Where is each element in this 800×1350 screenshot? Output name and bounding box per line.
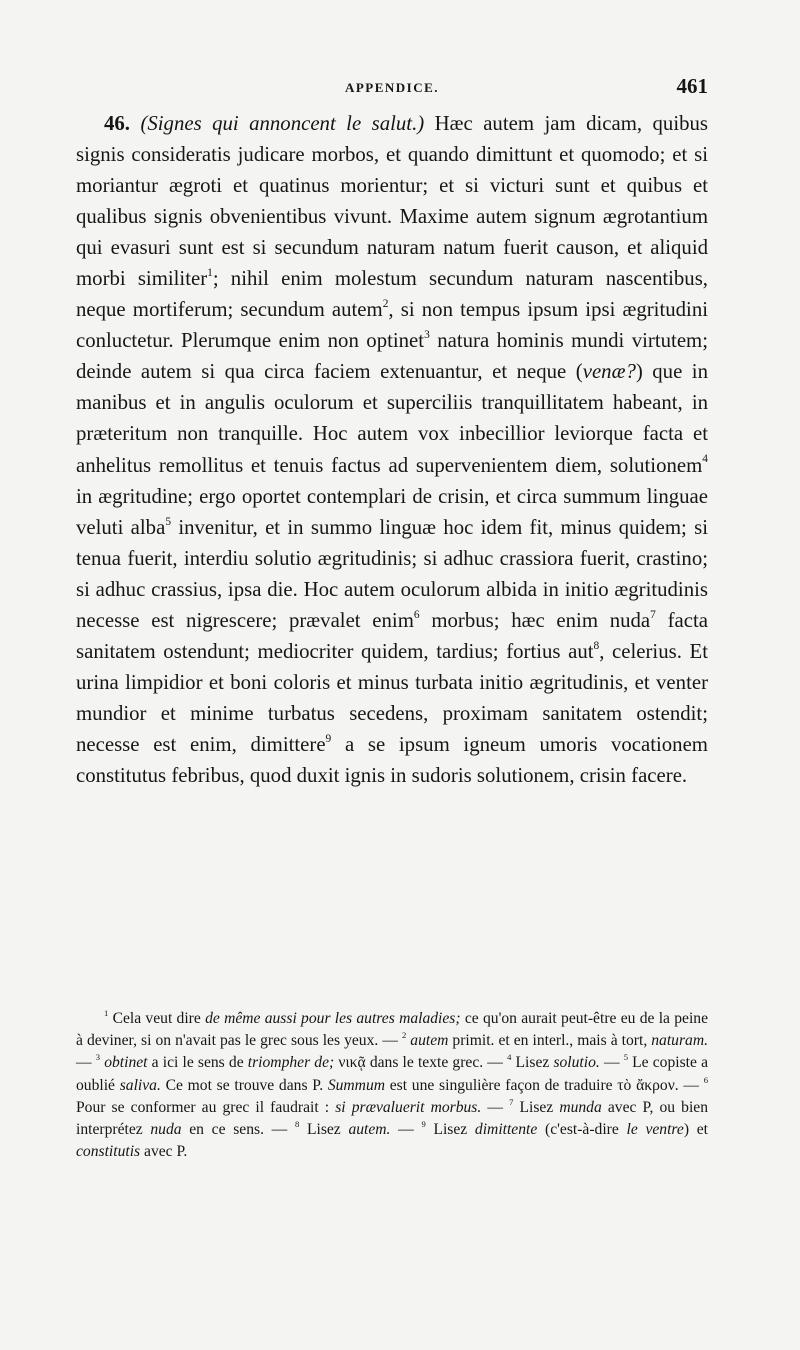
footnote-number: 9 <box>421 1118 426 1129</box>
footnote-ref: 8 <box>593 639 600 652</box>
text-segment: a se ipsum igneum umoris vocationem constitutus febribus, quod duxit ignis in sudoris solutionem, crisin facere. <box>76 732 708 787</box>
footnote-text: en ce sens. — <box>181 1121 295 1139</box>
paragraph-number: 46. <box>104 112 130 135</box>
footnote-ref: 1 <box>207 267 213 280</box>
footnote-italic: triompher de; <box>247 1054 335 1072</box>
text-segment: facta sanitatem ostendunt; mediocriter quidem, tardius; fortius aut <box>76 608 708 663</box>
text-segment: invenitur, et in summo linguæ hoc idem fit, minus quidem; si tenua fuerit, interdiu solutio ægritudinis; si adhuc crassiora fuerit, crastino; si adhuc crassius, ipsa die. Hoc autem oculorum albida in initio ægritudinis necesse est nigrescere; prævalet enim <box>76 515 708 632</box>
footnote-ref: 5 <box>165 515 172 528</box>
footnote-text: — <box>599 1054 624 1072</box>
footnote-ref: 6 <box>413 608 420 621</box>
footnote-ref: 4 <box>702 453 708 466</box>
footnote-number: 1 <box>104 1007 109 1018</box>
text-segment: Hæc autem jam dicam, quibus signis consideratis judicare morbos, et quando dimittunt et quomodo; et si moriantur ægroti et quatinus morientur; et si victuri sunt et quibus et qualibus signis obvenientibus vivunt. Maxime autem signum ægrotantium qui evasuri sunt est si secundum naturam natum fuerit causon, et aliquid morbi similiter <box>76 112 708 291</box>
footnote-number: 5 <box>623 1052 628 1063</box>
text-segment: , celerius. Et urina limpidior et boni coloris et minus turbata initio ægritudinis, et venter mundior et minime turbatus secedens, proximam sanitatem ostendit; necesse est enim, dimittere <box>76 639 708 756</box>
paragraph-46 <box>76 108 708 791</box>
footnote-text: avec P. <box>140 1143 188 1161</box>
text-segment: ; nihil enim molestum secundum naturam nascentibus, neque mortiferum; secundum autem <box>76 267 708 322</box>
footnote-italic: naturam. <box>651 1032 708 1050</box>
footnote-italic: dimittente <box>474 1121 538 1139</box>
footnote-italic: solutio. <box>553 1054 600 1072</box>
footnote-number: 7 <box>509 1096 514 1107</box>
footnote-text: — <box>481 1098 510 1116</box>
footnote-italic: le ventre <box>626 1121 684 1139</box>
footnote-italic: de même aussi pour les autres maladies; <box>205 1010 461 1027</box>
footnote-italic: obtinet <box>104 1054 148 1072</box>
footnote-italic: munda <box>559 1098 602 1116</box>
text-segment: in ægritudine; ergo oportet contemplari de crisin, et circa summum linguae veluti alba <box>76 484 708 539</box>
paragraph-heading: (Signes qui annoncent le salut.) <box>140 112 425 135</box>
main-text <box>76 108 708 791</box>
footnote-text: Lisez <box>299 1121 349 1139</box>
page-number: 461 <box>676 74 708 98</box>
footnote-ref: 2 <box>382 298 389 311</box>
footnote-italic: nuda <box>150 1121 182 1139</box>
text-italic: venæ? <box>582 360 636 384</box>
footnote-number: 3 <box>95 1052 101 1063</box>
footnote-italic: autem <box>410 1032 449 1050</box>
footnote-text: Cela veut dire <box>108 1010 206 1027</box>
text-segment: , si non tempus ipsum ipsi ægritudini conluctetur. Plerumque enim non optinet <box>76 298 708 353</box>
footnote-text: Pour se conformer au grec il faudrait : <box>76 1098 336 1116</box>
footnote-text: — <box>76 1054 96 1072</box>
footnote-text: — <box>390 1121 422 1139</box>
text-segment: natura hominis mundi virtutem; deinde autem si qua circa faciem extenuantur, et neque ( <box>76 329 708 384</box>
footnote-number: 2 <box>401 1030 407 1041</box>
footnote-text: νικᾷ dans le texte grec. — <box>334 1054 508 1072</box>
footnote-italic: autem. <box>348 1121 391 1139</box>
footnote-text: Lisez <box>511 1054 554 1072</box>
footnote-block <box>76 1008 708 1163</box>
footnote-number: 6 <box>703 1074 708 1085</box>
footnote-text: ) et <box>683 1121 708 1139</box>
footnote-text: avec P, ou bien interprétez <box>76 1098 709 1139</box>
footnote-italic: si prævaluerit morbus. <box>335 1098 482 1116</box>
footnote-italic: constitutis <box>76 1143 141 1161</box>
footnote-number: 8 <box>294 1118 300 1129</box>
footnote-text: Le copiste a oublié <box>76 1054 708 1094</box>
footnote-text: primit. et en interl., mais à tort, <box>448 1032 652 1050</box>
footnotes <box>76 1008 708 1163</box>
running-head: APPENDICE. <box>344 80 440 95</box>
footnote-text: (c'est-à-dire <box>537 1121 627 1139</box>
footnote-italic: Summum <box>327 1076 386 1094</box>
footnote-ref: 7 <box>650 608 656 621</box>
footnote-text: a ici le sens de <box>147 1054 248 1072</box>
text-segment: ) que in manibus et in angulis oculorum et superciliis tranquillitatem habeant, in præteritum non tranquille. Hoc autem vox inbecillior leviorque facta et anhelitus remollitus et tenuis factus ad supervenientem diem, solutionem <box>76 360 708 477</box>
footnote-number: 4 <box>507 1052 512 1063</box>
footnote-text: est une singulière façon de traduire τὸ ἄκρον. — <box>385 1076 704 1094</box>
footnote-ref: 3 <box>424 329 430 342</box>
footnote-text: ce qu'on aurait peut-être eu de la peine à deviner, si on n'avait pas le grec sous les yeux. — <box>76 1010 708 1050</box>
footnote-text: Lisez <box>513 1098 560 1116</box>
footnote-ref: 9 <box>325 732 332 745</box>
footnote-text: Lisez <box>425 1121 475 1139</box>
text-segment: morbus; hæc enim nuda <box>419 608 651 632</box>
footnote-italic: saliva. <box>119 1076 161 1094</box>
footnote-text: Ce mot se trouve dans P. <box>160 1076 328 1094</box>
page-header <box>76 74 708 104</box>
